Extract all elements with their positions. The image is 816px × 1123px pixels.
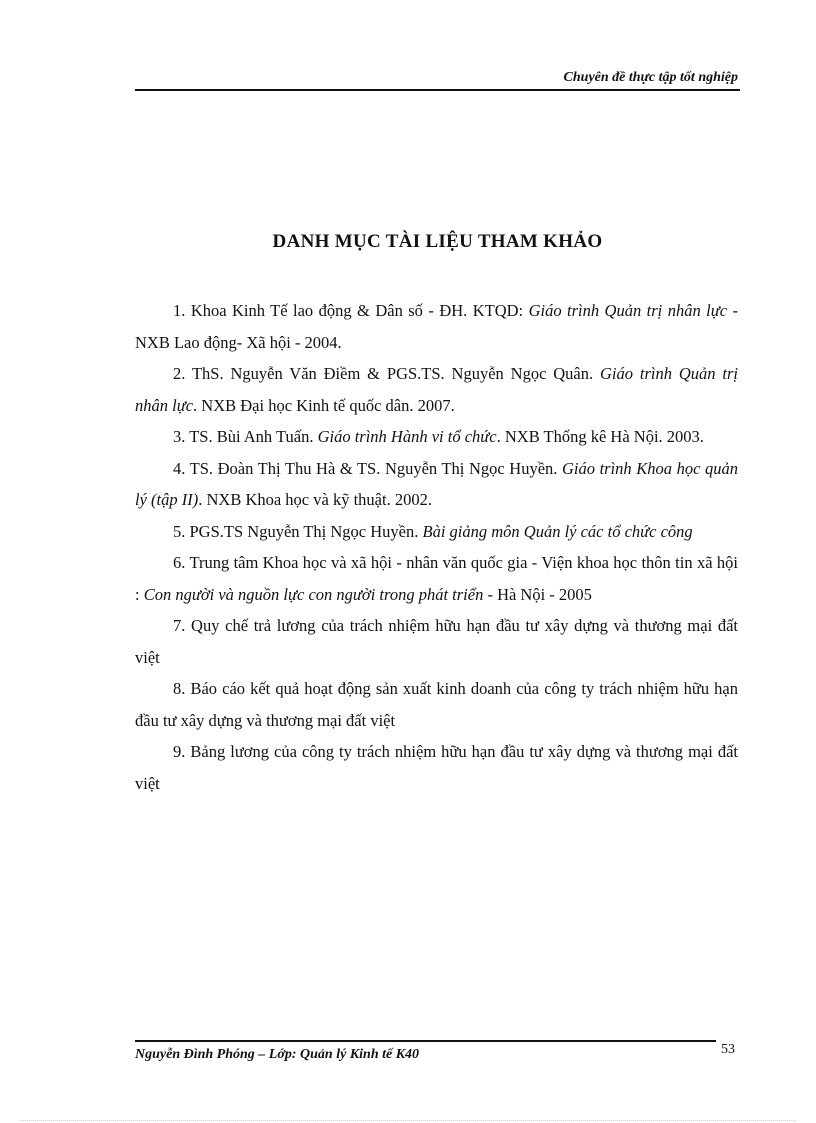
reference-item-4: 4. TS. Đoàn Thị Thu Hà & TS. Nguyễn Thị Ngọc Huyền. Giáo trình Khoa học quản lý (tập II). NXB Khoa học và kỹ thuật. 2002. <box>135 458 739 509</box>
reference-title: Giáo trình Khoa học quản lý (tập II) <box>135 458 739 509</box>
reference-item-8: 8. Báo cáo kết quả hoạt động sản xuất kinh doanh của công ty trách nhiệm hữu hạn đầu tư xây dựng và thương mại đất việt <box>135 679 739 730</box>
reference-item-1: 1. Khoa Kinh Tế lao động & Dân số - ĐH. KTQD: Giáo trình Quản trị nhân lực - NXB Lao động- Xã hội - 2004. <box>135 301 739 352</box>
reference-list <box>135 295 738 799</box>
reference-title: Con người và nguồn lực con người trong phát triển <box>143 584 484 604</box>
reference-item-5: 5. PGS.TS Nguyễn Thị Ngọc Huyền. Bài giảng môn Quản lý các tổ chức công <box>173 521 693 541</box>
reference-title: Giáo trình Quản trị nhân lực <box>528 301 728 320</box>
footer-author: Nguyễn Đình Phóng – Lớp: Quản lý Kinh tế K40 <box>135 1047 420 1062</box>
reference-title: Bài giảng môn Quản lý các tổ chức công <box>422 521 693 541</box>
reference-item-7: 7. Quy chế trả lương của trách nhiệm hữu hạn đầu tư xây dựng và thương mại đất việt <box>135 616 738 667</box>
reference-title: Giáo trình Hành vi tổ chức <box>317 427 497 446</box>
footer-rule <box>135 1040 716 1042</box>
reference-item-2: 2. ThS. Nguyễn Văn Điềm & PGS.TS. Nguyễn Ngọc Quân. Giáo trình Quản trị nhân lực. NXB Đại học Kinh tế quốc dân. 2007. <box>135 364 738 415</box>
reference-item-9: 9. Bảng lương của công ty trách nhiệm hữu hạn đầu tư xây dựng và thương mại đất việt <box>135 742 739 793</box>
page-number: 53 <box>721 1042 735 1057</box>
page-title: DANH MỤC TÀI LIỆU THAM KHẢO <box>272 231 603 252</box>
reference-title: Giáo trình Quản trị nhân lực <box>135 364 738 415</box>
page-bottom-border <box>20 1120 796 1121</box>
reference-item-3: 3. TS. Bùi Anh Tuấn. Giáo trình Hành vi tổ chức. NXB Thống kê Hà Nội. 2003. <box>173 427 704 446</box>
running-header: Chuyên đề thực tập tốt nghiệp <box>563 70 738 85</box>
header-rule <box>135 89 740 91</box>
reference-item-6: 6. Trung tâm Khoa học và xã hội - nhân văn quốc gia - Viện khoa học thôn tin xã hội : Con người và nguồn lực con người trong phát triển - Hà Nội - 2005 <box>135 553 738 604</box>
